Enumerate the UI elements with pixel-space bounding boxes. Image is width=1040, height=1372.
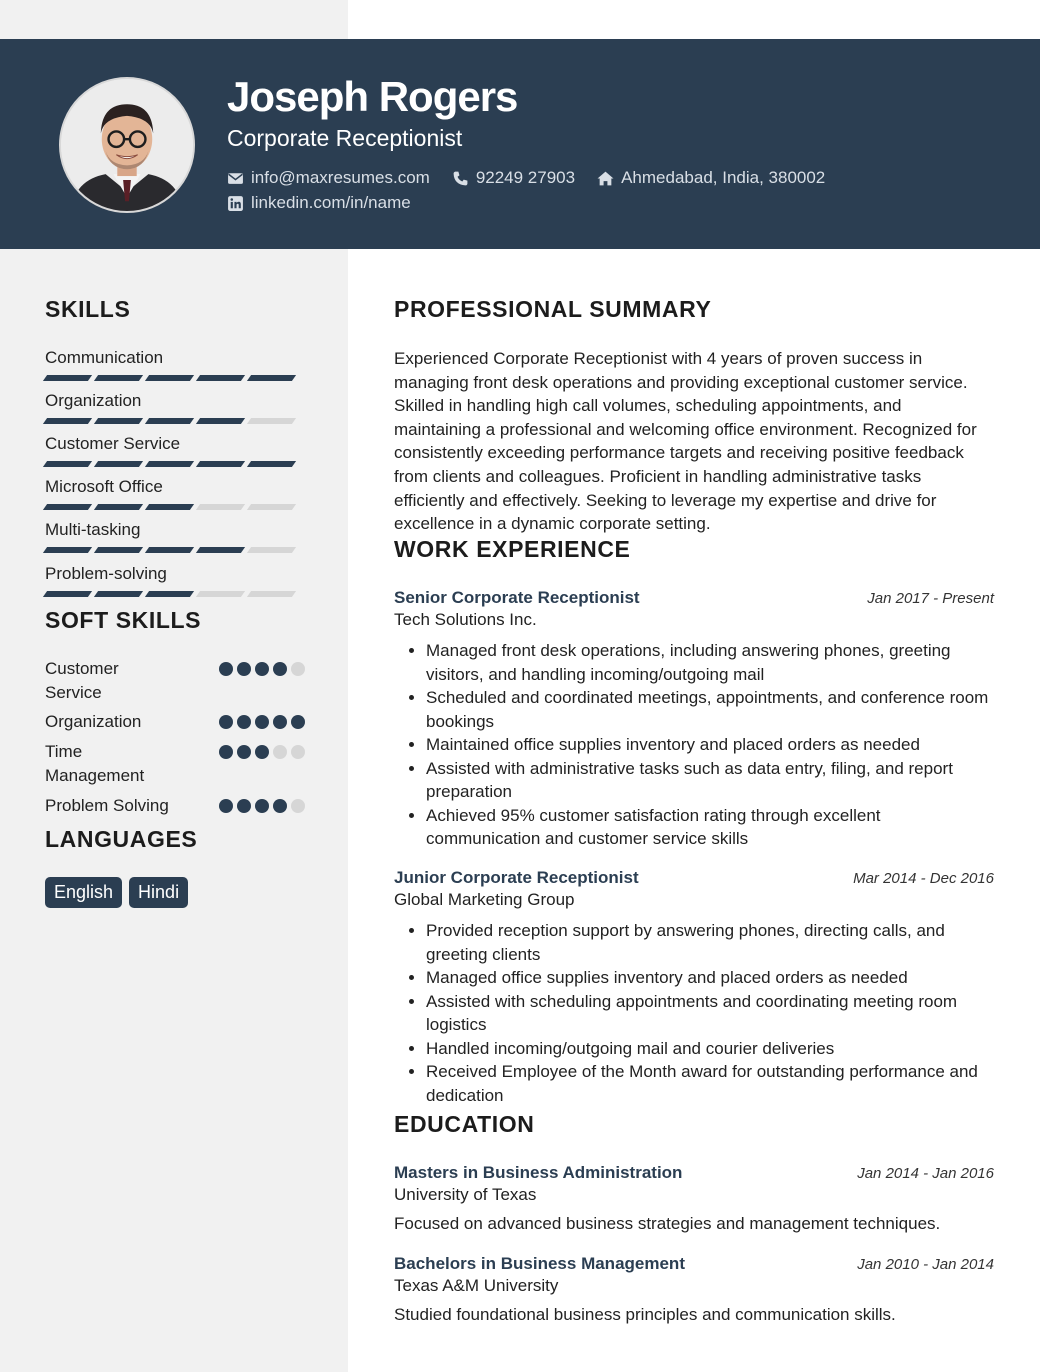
rating-dot: [291, 662, 305, 676]
email-text: info@maxresumes.com: [251, 168, 430, 187]
skill-label: Organization: [45, 391, 142, 410]
job-bullets: [394, 639, 994, 851]
contact-linkedin[interactable]: [227, 193, 411, 213]
skill-level-bar: [45, 547, 305, 553]
rating-dot: [255, 715, 269, 729]
skills-heading: SKILLS: [45, 296, 131, 322]
level-segment: [94, 547, 143, 553]
skill-label: Customer Service: [45, 434, 181, 453]
soft-skill-rating: [219, 794, 305, 818]
level-segment: [145, 461, 194, 467]
languages-heading: LANGUAGES: [45, 826, 198, 852]
skill-level-bar: [45, 591, 305, 597]
level-segment: [94, 591, 143, 597]
level-segment: [94, 461, 143, 467]
rating-dot: [219, 662, 233, 676]
summary-text: Experienced Corporate Receptionist with 4 years of proven success in managing front desk operations and providing exceptional customer service. Skilled in handling high call volumes, scheduling appointments, and maintaining a professional and welcoming office environment. Recognized for consistently exceeding performance targets and receiving positive feedback from clients and colleagues. Proficient in handling administrative tasks efficiently and effectively. Seeking to leverage my expertise and drive for excellence in a dynamic corporate setting.: [394, 349, 977, 534]
job-header: [394, 868, 994, 888]
level-segment: [94, 418, 143, 424]
job-entry: [394, 868, 994, 1107]
job-bullets: [394, 919, 994, 1107]
job-bullet: • Scheduled and coordinated meetings, appointments, and conference room bookings: [426, 686, 994, 733]
soft-skill-label: Organization: [45, 712, 142, 731]
candidate-title: Corporate Receptionist: [227, 125, 463, 151]
education-school: Texas A&M University: [394, 1276, 559, 1295]
job-bullet: • Achieved 95% customer satisfaction rating through excellent communication and customer service skills: [426, 804, 994, 851]
rating-dot: [255, 745, 269, 759]
skill-level-bar: [45, 504, 305, 510]
phone-text: 92249 27903: [475, 168, 576, 187]
level-segment: [247, 375, 296, 381]
education-entry: [394, 1254, 994, 1325]
job-entry: [394, 588, 994, 851]
portrait-image: [61, 79, 193, 211]
job-bullet: • Maintained office supplies inventory and placed orders as needed: [426, 733, 994, 757]
rating-dot: [255, 662, 269, 676]
rating-dot: [237, 715, 251, 729]
soft-skill-label: Time Management: [45, 742, 145, 785]
contact-email[interactable]: [227, 168, 430, 188]
skill-label: Problem-solving: [45, 564, 167, 583]
linkedin-text: linkedin.com/in/name: [251, 193, 411, 212]
job-bullet: • Assisted with scheduling appointments and coordinating meeting room logistics: [426, 990, 994, 1037]
contact-phone[interactable]: [452, 168, 575, 188]
level-segment: [145, 547, 194, 553]
education-degree: Bachelors in Business Management: [394, 1254, 685, 1273]
soft-skill-item: [45, 657, 305, 705]
level-segment: [145, 591, 194, 597]
soft-skill-label: Customer Service: [45, 659, 119, 702]
job-role: Junior Corporate Receptionist: [394, 868, 639, 887]
skill-item: [45, 519, 305, 553]
education-description: Focused on advanced business strategies and management techniques.: [394, 1214, 941, 1233]
rating-dot: [219, 799, 233, 813]
level-segment: [43, 375, 92, 381]
language-list: [45, 877, 188, 908]
avatar: [59, 77, 195, 213]
education-header: [394, 1163, 994, 1183]
level-segment: [247, 547, 296, 553]
job-bullet: • Managed office supplies inventory and placed orders as needed: [426, 966, 994, 990]
rating-dot: [237, 662, 251, 676]
rating-dot: [291, 745, 305, 759]
level-segment: [94, 504, 143, 510]
resume-header: [0, 39, 1040, 249]
job-dates: Mar 2014 - Dec 2016: [853, 870, 994, 887]
education-dates: Jan 2010 - Jan 2014: [857, 1256, 994, 1273]
skill-label: Multi-tasking: [45, 520, 141, 539]
rating-dot: [291, 715, 305, 729]
education-description: Studied foundational business principles and communication skills.: [394, 1305, 896, 1324]
job-bullet: • Provided reception support by answering phones, directing calls, and greeting clients: [426, 919, 994, 966]
level-segment: [247, 504, 296, 510]
level-segment: [145, 375, 194, 381]
level-segment: [196, 375, 245, 381]
job-bullet: • Assisted with administrative tasks such as data entry, filing, and report preparation: [426, 757, 994, 804]
education-entry: [394, 1163, 994, 1234]
level-segment: [247, 418, 296, 424]
contact-row-2: [227, 193, 411, 213]
phone-icon: [452, 170, 469, 187]
education-school: University of Texas: [394, 1185, 537, 1204]
level-segment: [196, 591, 245, 597]
skill-level-bar: [45, 375, 305, 381]
skill-item: [45, 476, 305, 510]
soft-skill-item: [45, 794, 305, 818]
soft-skill-rating: [219, 657, 305, 705]
soft-skill-item: [45, 740, 305, 788]
language-badge: Hindi: [129, 877, 188, 908]
rating-dot: [219, 745, 233, 759]
job-bullet: • Managed front desk operations, including answering phones, greeting visitors, and handling incoming/outgoing mail: [426, 639, 994, 686]
skill-level-bar: [45, 461, 305, 467]
skill-level-bar: [45, 418, 305, 424]
contact-row: [227, 168, 825, 188]
job-company: Global Marketing Group: [394, 890, 575, 909]
envelope-icon: [227, 170, 244, 187]
rating-dot: [291, 799, 305, 813]
level-segment: [145, 418, 194, 424]
education-heading: EDUCATION: [394, 1111, 535, 1137]
job-role: Senior Corporate Receptionist: [394, 588, 640, 607]
home-icon: [597, 170, 614, 187]
soft-skill-label: Problem Solving: [45, 796, 169, 815]
job-header: [394, 588, 994, 608]
rating-dot: [273, 662, 287, 676]
level-segment: [43, 504, 92, 510]
job-bullet: • Handled incoming/outgoing mail and courier deliveries: [426, 1037, 994, 1061]
language-badge: English: [45, 877, 122, 908]
experience-heading: WORK EXPERIENCE: [394, 536, 631, 562]
education-header: [394, 1254, 994, 1274]
soft-skills-heading: SOFT SKILLS: [45, 607, 202, 633]
level-segment: [196, 461, 245, 467]
level-segment: [247, 461, 296, 467]
rating-dot: [273, 745, 287, 759]
level-segment: [145, 504, 194, 510]
level-segment: [94, 375, 143, 381]
level-segment: [43, 461, 92, 467]
job-dates: Jan 2017 - Present: [867, 590, 994, 607]
job-bullet: • Received Employee of the Month award for outstanding performance and dedication: [426, 1060, 994, 1107]
linkedin-icon: [227, 195, 244, 212]
level-segment: [196, 418, 245, 424]
summary-heading: PROFESSIONAL SUMMARY: [394, 296, 712, 322]
level-segment: [247, 591, 296, 597]
candidate-name: Joseph Rogers: [227, 73, 518, 120]
soft-skill-rating: [219, 710, 305, 734]
rating-dot: [219, 715, 233, 729]
rating-dot: [273, 799, 287, 813]
rating-dot: [273, 715, 287, 729]
rating-dot: [237, 799, 251, 813]
skill-label: Communication: [45, 348, 164, 367]
level-segment: [196, 547, 245, 553]
education-degree: Masters in Business Administration: [394, 1163, 683, 1182]
level-segment: [43, 547, 92, 553]
soft-skill-rating: [219, 740, 305, 788]
contact-location: [597, 168, 825, 188]
level-segment: [196, 504, 245, 510]
level-segment: [43, 591, 92, 597]
skill-item: [45, 347, 305, 381]
skill-item: [45, 563, 305, 597]
rating-dot: [237, 745, 251, 759]
soft-skill-item: [45, 710, 305, 734]
education-dates: Jan 2014 - Jan 2016: [857, 1165, 994, 1182]
job-company: Tech Solutions Inc.: [394, 610, 537, 629]
level-segment: [43, 418, 92, 424]
skill-item: [45, 390, 305, 424]
location-text: Ahmedabad, India, 380002: [621, 168, 826, 187]
rating-dot: [255, 799, 269, 813]
skill-label: Microsoft Office: [45, 477, 163, 496]
skill-item: [45, 433, 305, 467]
